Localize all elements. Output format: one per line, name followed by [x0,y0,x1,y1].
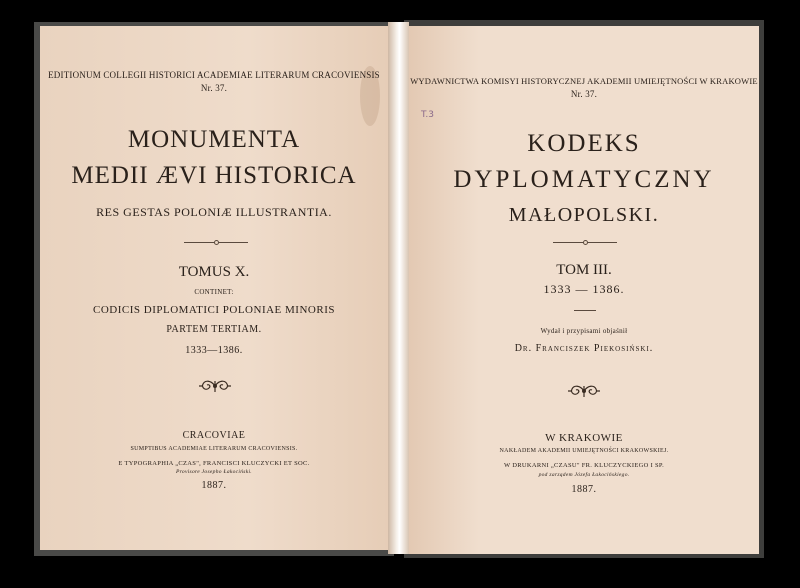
tome-label: TOM III. [556,262,612,278]
divider-rule [553,242,617,243]
title-line-1: MONUMENTA [127,126,301,153]
title-line-2: MEDII ÆVI HISTORICA [71,162,357,189]
divider-rule [184,242,248,243]
continet-label: CONTINET: [194,288,234,296]
typographia-line: E TYPOGRAPHIA „CZAS", FRANCISCI KLUCZYCKI ET SOC. [118,460,310,467]
left-title-page [40,26,388,550]
sumptibus-line: SUMPTIBUS ACADEMIAE LITERARUM CRACOVIENSIS. [130,446,298,452]
handwritten-note: T.3 [421,110,435,120]
series-heading: WYDAWNICTWA KOMISYI HISTORYCZNEJ AKADEMII UMIEJĘTNOŚCI W KRAKOWIE [410,76,758,86]
years-line: 1333 — 1386. [543,282,625,296]
year-line: 1887. [571,484,597,495]
years-line: 1333—1386. [185,345,243,356]
short-rule [574,310,596,311]
nakladem-line: NAKŁADEM AKADEMII UMIEJĘTNOŚCI KRAKOWSKIEJ. [499,448,669,454]
series-number: Nr. 37. [200,83,228,93]
series-number: Nr. 37. [570,89,598,99]
city-line: CRACOVIAE [182,430,246,441]
editor-name: Dr. Franciszek Piekosiński. [514,343,654,354]
fleuron-ornament-icon [567,383,601,399]
title-line-3: MAŁOPOLSKI. [508,204,660,226]
partem-line: PARTEM TERTIAM. [166,324,262,335]
codicis-line: CODICIS DIPLOMATICI POLONIAE MINORIS [93,304,335,316]
provisore-line: Provisore Josepho Łakociński. [176,469,252,475]
tome-label: TOMUS X. [178,264,250,280]
fleuron-ornament-icon [198,378,232,394]
right-title-page [409,26,759,554]
year-line: 1887. [201,480,227,491]
edited-by-line: Wydał i przypisami objaśnił [540,327,628,335]
title-line-1: KODEKS [527,130,641,157]
drukarni-line: W DRUKARNI „CZASU" FR. KLUCZYCKIEGO I SP. [503,462,664,469]
series-heading: EDITIONUM COLLEGII HISTORICI ACADEMIAE LITERARUM CRACOVIENSIS [48,70,380,80]
title-line-2: DYPLOMATYCZNY [453,166,715,193]
book-gutter [388,22,409,554]
city-line: W KRAKOWIE [545,432,623,444]
subtitle: RES GESTAS POLONIÆ ILLUSTRANTIA. [96,205,332,219]
pod-zarzadem-line: pod zarządem Józefa Łakocińskiego. [538,472,630,478]
